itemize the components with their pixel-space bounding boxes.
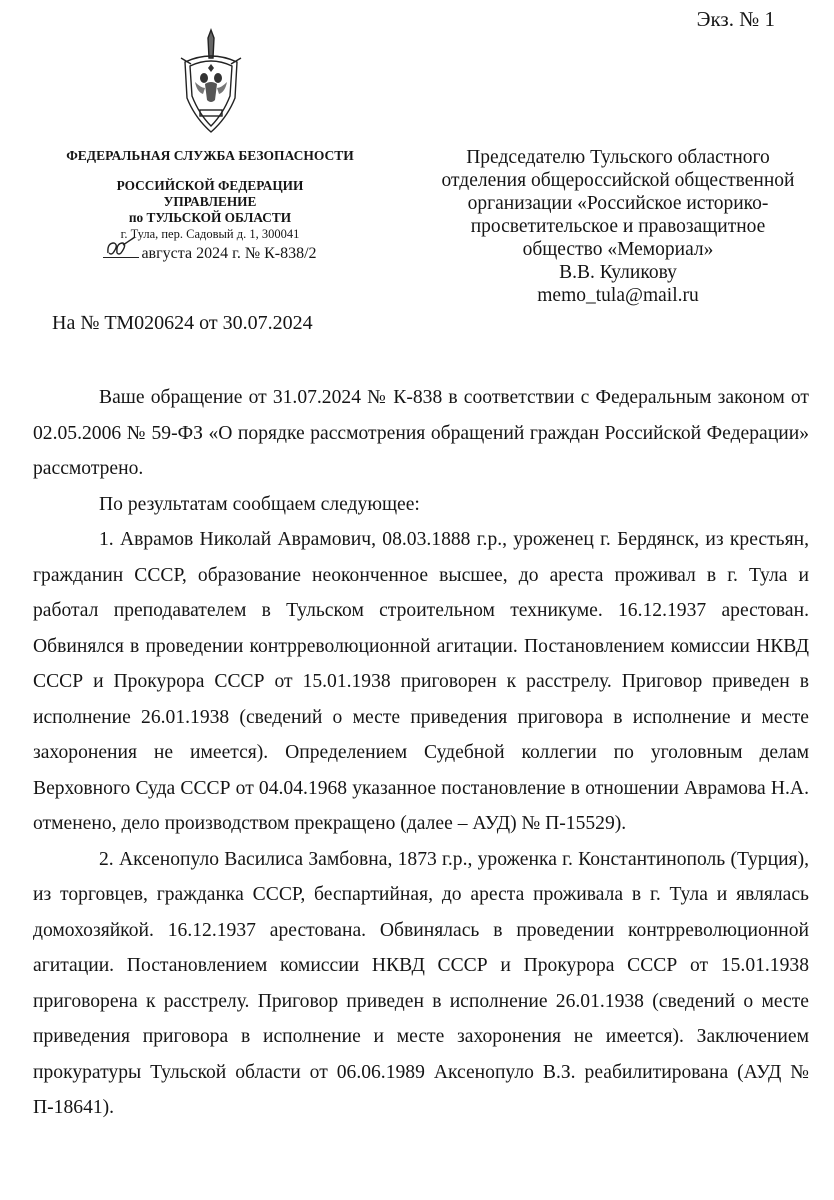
recipient-line: Председателю Тульского областного xyxy=(466,147,770,168)
intro-paragraph: Ваше обращение от 31.07.2024 № К-838 в соответствии с Федеральным законом от 02.05.2006 № 59-ФЗ «О порядке рассмотрения обращений граждан Российской Федерации» рассмотрено. xyxy=(33,387,809,479)
recipient-block xyxy=(428,146,808,307)
sender-address: г. Тула, пер. Садовый д. 1, 300041 xyxy=(120,227,300,241)
sender-agency: ФЕДЕРАЛЬНАЯ СЛУЖБА БЕЗОПАСНОСТИ xyxy=(66,148,354,163)
handwritten-day-icon xyxy=(105,235,139,257)
list-item: 1. Аврамов Николай Аврамович, 08.03.1888 г.р., уроженец г. Бердянск, из крестьян, гражданин СССР, образование неоконченное высшее, до ареста проживал в г. Тула и работал преподавателем в Тульском строительном техникуме. 16.12.1937 арестован. Обвинялся в проведении контрреволюционной агитации. Постановлением комиссии НКВД СССР и Прокурора СССР от 15.01.1938 приговорен к расстрелу. Приговор приведен в исполнение 26.01.1938 (сведений о месте приведения приговора в исполнение и месте захоронения не имеется). Определением Судебной коллегии по уголовным делам Верховного Суда СССР от 04.04.1968 указанное постановление в отношении Аврамова Н.А. отменено, дело производством прекращено (далее – АУД) № П-15529). xyxy=(33,529,809,834)
sender-region: по ТУЛЬСКОЙ ОБЛАСТИ xyxy=(128,210,292,225)
recipient-name: В.В. Куликову xyxy=(559,262,677,283)
recipient-line: просветительское и правозащитное xyxy=(470,216,766,237)
letter-date-text: августа 2024 г. № К-838/2 xyxy=(141,245,317,262)
sender-block xyxy=(40,148,380,262)
results-intro: По результатам сообщаем следующее: xyxy=(99,493,420,515)
sender-country: РОССИЙСКОЙ ФЕДЕРАЦИИ xyxy=(116,178,304,193)
letter-body xyxy=(33,380,809,1126)
recipient-line: общество «Мемориал» xyxy=(522,239,714,260)
copy-number: Экз. № 1 xyxy=(696,7,775,31)
recipient-line: организации «Российское историко- xyxy=(467,193,769,214)
recipient-email: memo_tula@mail.ru xyxy=(537,285,699,306)
sender-department: УПРАВЛЕНИЕ xyxy=(163,194,257,209)
letter-date xyxy=(40,243,380,262)
reference-number: На № ТМ020624 от 30.07.2024 xyxy=(52,312,313,334)
list-item: 2. Аксенопуло Василиса Замбовна, 1873 г.р., уроженка г. Константинополь (Турция), из торговцев, гражданка СССР, беспартийная, до ареста проживала в г. Тула и являлась домохозяйкой. 16.12.1937 арестована. Обвинялась в проведении контрреволюционной агитации. Постановлением комиссии НКВД СССР и Прокурора СССР от 15.01.1938 приговорена к расстрелу. Приговор приведен в исполнение 26.01.1938 (сведений о месте приведения приговора в исполнение и месте захоронения не имеется). Заключением прокуратуры Тульской области от 06.06.1989 Аксенопуло В.З. реабилитирована (АУД № П-18641). xyxy=(33,848,809,1118)
recipient-line: отделения общероссийской общественной xyxy=(441,170,795,191)
handwritten-day xyxy=(103,243,139,258)
fsb-emblem-icon xyxy=(175,28,247,140)
